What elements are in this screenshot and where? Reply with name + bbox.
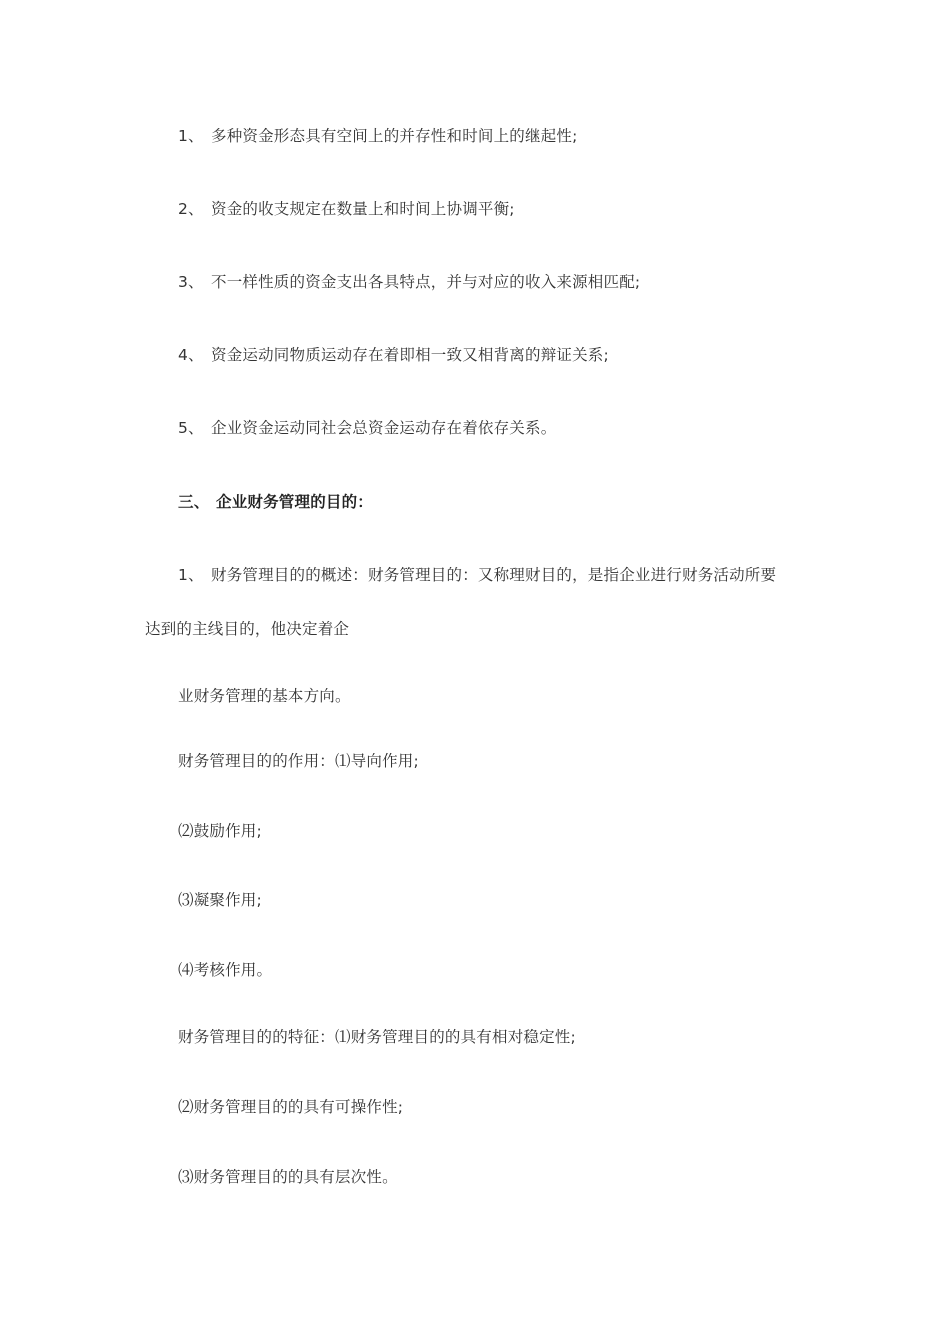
list-number: 4、: [178, 346, 204, 364]
paragraph-item-1: [178, 565, 776, 585]
paragraph-text: 财务管理目的的特征：⑴财务管理目的的具有相对稳定性;: [178, 1028, 576, 1046]
list-number: 1、: [178, 566, 204, 584]
list-text: 资金的收支规定在数量上和时间上协调平衡;: [211, 200, 515, 218]
paragraph-text: ⑶财务管理目的的具有层次性。: [178, 1168, 398, 1186]
list-item-3: [178, 272, 640, 292]
section-heading: [178, 492, 373, 512]
list-text: 企业资金运动同社会总资金运动存在着依存关系。: [211, 419, 557, 437]
section-number: 三、: [178, 493, 210, 511]
paragraph-text: ⑷考核作用。: [178, 961, 273, 979]
list-number: 2、: [178, 200, 204, 218]
function-item-4: [178, 960, 272, 980]
list-text: 不一样性质的资金支出各具特点，并与对应的收入来源相匹配;: [211, 273, 641, 291]
list-item-5: [178, 418, 556, 438]
functions-intro: [178, 751, 419, 771]
paragraph-text: 财务管理目的的概述：财务管理目的：又称理财目的，是指企业进行财务活动所要: [211, 566, 777, 584]
features-intro: [178, 1027, 576, 1047]
paragraph-text: 达到的主线目的，他决定着企: [145, 620, 350, 638]
paragraph-continuation-2: [178, 686, 351, 706]
section-title: 企业财务管理的目的：: [216, 493, 374, 511]
paragraph-continuation: [145, 619, 349, 639]
function-item-3: [178, 890, 262, 910]
list-item-1: [178, 126, 578, 146]
list-text: 资金运动同物质运动存在着即相一致又相背离的辩证关系;: [211, 346, 609, 364]
list-item-4: [178, 345, 609, 365]
list-number: 5、: [178, 419, 204, 437]
paragraph-text: ⑵鼓励作用;: [178, 822, 262, 840]
list-item-2: [178, 199, 515, 219]
list-number: 3、: [178, 273, 204, 291]
paragraph-text: 业财务管理的基本方向。: [178, 687, 351, 705]
list-text: 多种资金形态具有空间上的并存性和时间上的继起性;: [211, 127, 578, 145]
feature-item-3: [178, 1167, 398, 1187]
feature-item-2: [178, 1097, 403, 1117]
function-item-2: [178, 821, 262, 841]
paragraph-text: ⑶凝聚作用;: [178, 891, 262, 909]
list-number: 1、: [178, 127, 204, 145]
paragraph-text: ⑵财务管理目的的具有可操作性;: [178, 1098, 404, 1116]
paragraph-text: 财务管理目的的作用：⑴导向作用;: [178, 752, 419, 770]
